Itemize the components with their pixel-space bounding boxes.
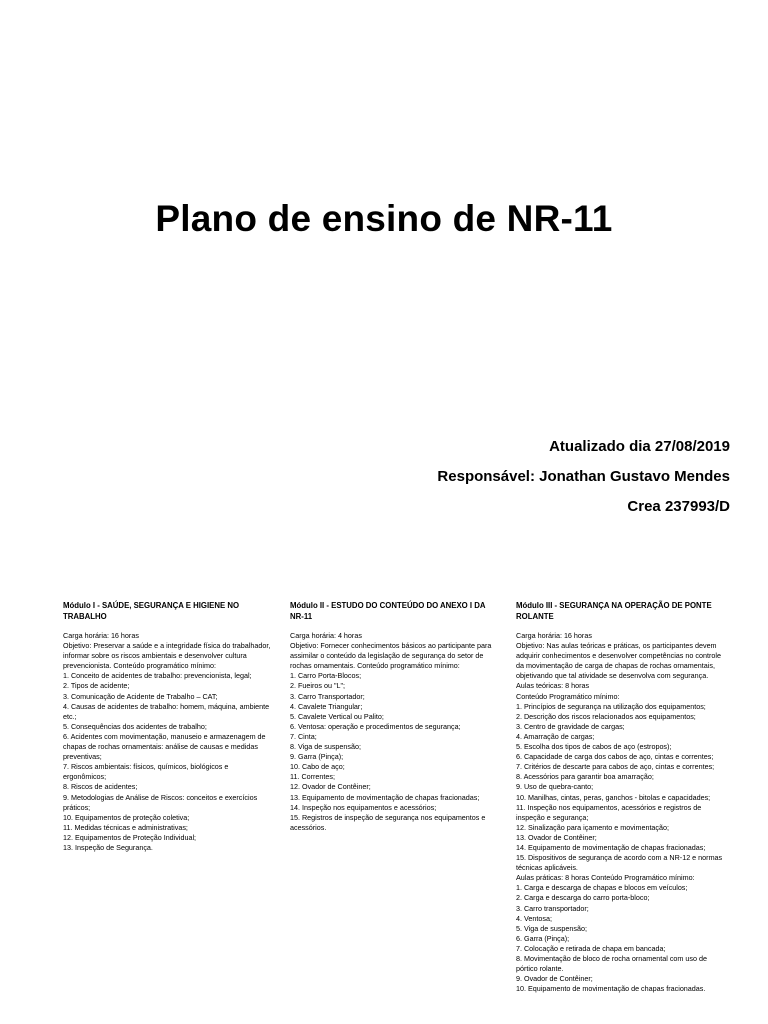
module-line: 4. Amarração de cargas; (516, 731, 595, 741)
module-line: 1. Carga e descarga de chapas e blocos em veículos; (516, 883, 688, 893)
module-3 (516, 600, 730, 994)
module-line: Carga horária: 16 horas (516, 631, 592, 640)
module-line: 2. Fueiros ou "L"; (290, 681, 346, 691)
module-line: 14. Equipamento de movimentação de chapas fracionadas; (516, 842, 706, 852)
module-1-title: Módulo I - SAÚDE, SEGURANÇA E HIGIENE NO TRABALHO (63, 601, 240, 621)
module-3-body (516, 631, 730, 994)
module-line: 11. Inspeção nos equipamentos, acessórios e registros de inspeção e segurança; (516, 802, 702, 822)
module-line: 7. Critérios de descarte para cabos de aço, cintas e correntes; (516, 762, 715, 772)
updated-date: Atualizado dia 27/08/2019 (549, 438, 730, 455)
module-line: 4. Ventosa; (516, 913, 552, 923)
module-line: 3. Centro de gravidade de cargas; (516, 721, 625, 731)
module-line: 10. Manilhas, cintas, peras, ganchos - bitolas e capacidades; (516, 792, 711, 802)
module-line: 10. Equipamento de movimentação de chapas fracionadas. (516, 984, 706, 994)
module-line: 8. Movimentação de bloco de rocha ornamental com uso de pórtico rolante. (516, 954, 707, 974)
module-line: 9. Uso de quebra-canto; (516, 782, 594, 792)
module-line: Aulas práticas: 8 horas Conteúdo Programático mínimo: (516, 873, 695, 883)
module-line: Conteúdo Programático mínimo: (516, 691, 620, 701)
module-line: Objetivo: Fornecer conhecimentos básicos ao participante para assimilar o conteúdo da legislação de segurança do setor de rochas ornamentais. Conteúdo programático mínimo: (290, 641, 492, 671)
module-1-body (63, 631, 273, 853)
module-line: 6. Garra (Pinça); (516, 933, 570, 943)
module-line: 11. Medidas técnicas e administrativas; (63, 822, 188, 832)
module-line: 9. Metodologias de Análise de Riscos: conceitos e exercícios práticos; (63, 792, 258, 812)
module-line: 1. Carro Porta-Blocos; (290, 671, 362, 681)
module-line: 6. Acidentes com movimentação, manuseio e armazenagem de chapas de rochas ornamentais: análise de causas e medidas preventivas; (63, 731, 266, 762)
module-line: Carga horária: 16 horas (63, 631, 139, 640)
module-line: 4. Causas de acidentes de trabalho: homem, máquina, ambiente etc.; (63, 701, 270, 721)
module-line: 3. Carro transportador; (516, 903, 589, 913)
responsible-person: Responsável: Jonathan Gustavo Mendes (437, 468, 730, 485)
module-line: Objetivo: Preservar a saúde e a integridade física do trabalhador, informar sobre os riscos ambientais e desenvolver cultura prevencionista. Conteúdo programático mínimo: (63, 641, 271, 671)
module-line: 13. Inspeção de Segurança. (63, 842, 153, 852)
module-line: 3. Comunicação de Acidente de Trabalho – CAT; (63, 691, 218, 701)
document-title: Plano de ensino de NR-11 (155, 198, 613, 239)
module-line: 10. Equipamentos de proteção coletiva; (63, 812, 190, 822)
module-line: Aulas teóricas: 8 horas (516, 681, 590, 691)
module-line: 5. Consequências dos acidentes de trabalho; (63, 721, 207, 731)
module-line: Carga horária: 4 horas (290, 631, 362, 640)
module-line: 11. Correntes; (290, 772, 336, 782)
module-line: 1. Conceito de acidentes de trabalho: prevencionista, legal; (63, 671, 252, 681)
module-line: 10. Cabo de aço; (290, 762, 345, 772)
module-line: 9. Garra (Pinça); (290, 752, 344, 762)
module-line: 6. Capacidade de carga dos cabos de aço, cintas e correntes; (516, 752, 714, 762)
module-line: 2. Tipos de acidente; (63, 681, 130, 691)
module-line: 13. Equipamento de movimentação de chapas fracionadas; (290, 792, 480, 802)
module-1 (63, 600, 273, 853)
module-line: 2. Descrição dos riscos relacionados aos equipamentos; (516, 711, 696, 721)
module-line: 5. Cavalete Vertical ou Palito; (290, 711, 384, 721)
module-line: 9. Ovador de Contêiner; (516, 974, 593, 984)
module-3-title: Módulo III - SEGURANÇA NA OPERAÇÃO DE PONTE ROLANTE (516, 601, 712, 621)
module-line: 15. Dispositivos de segurança de acordo com a NR-12 e normas técnicas aplicáveis. (516, 853, 723, 873)
document-meta (437, 432, 730, 522)
module-line: 7. Riscos ambientais: físicos, químicos, biológicos e ergonômicos; (63, 762, 229, 782)
module-line: 7. Cinta; (290, 731, 317, 741)
module-line: 8. Viga de suspensão; (290, 742, 361, 752)
module-2-title: Módulo II - ESTUDO DO CONTEÚDO DO ANEXO I DA NR-11 (290, 601, 486, 621)
module-line: 7. Colocação e retirada de chapa em bancada; (516, 943, 666, 953)
module-2 (290, 600, 500, 833)
module-2-body (290, 631, 500, 833)
module-line: 13. Ovador de Contêiner; (516, 832, 597, 842)
module-line: 1. Princípios de segurança na utilização dos equipamentos; (516, 701, 706, 711)
module-line: 8. Riscos de acidentes; (63, 782, 138, 792)
module-line: 15. Registros de inspeção de segurança nos equipamentos e acessórios. (290, 812, 486, 832)
module-line: 14. Inspeção nos equipamentos e acessórios; (290, 802, 437, 812)
module-line: 12. Sinalização para içamento e movimentação; (516, 822, 670, 832)
crea-number: Crea 237993/D (627, 498, 730, 515)
module-line: 5. Viga de suspensão; (516, 923, 587, 933)
module-line: 2. Carga e descarga do carro porta-bloco; (516, 893, 650, 903)
module-line: 3. Carro Transportador; (290, 691, 365, 701)
module-line: 4. Cavalete Triangular; (290, 701, 363, 711)
module-line: Objetivo: Nas aulas teóricas e práticas, os participantes devem adquirir conhecimentos e desenvolver competências no controle da movimentação de carga de chapas de rochas ornamentais, objetivando que tal atividade se desenvolva com segurança. (516, 641, 721, 681)
module-line: 12. Equipamentos de Proteção Individual; (63, 832, 197, 842)
module-line: 12. Ovador de Contêiner; (290, 782, 371, 792)
module-line: 8. Acessórios para garantir boa amarração; (516, 772, 654, 782)
module-line: 6. Ventosa: operação e procedimentos de segurança; (290, 721, 461, 731)
module-line: 5. Escolha dos tipos de cabos de aço (estropos); (516, 742, 672, 752)
